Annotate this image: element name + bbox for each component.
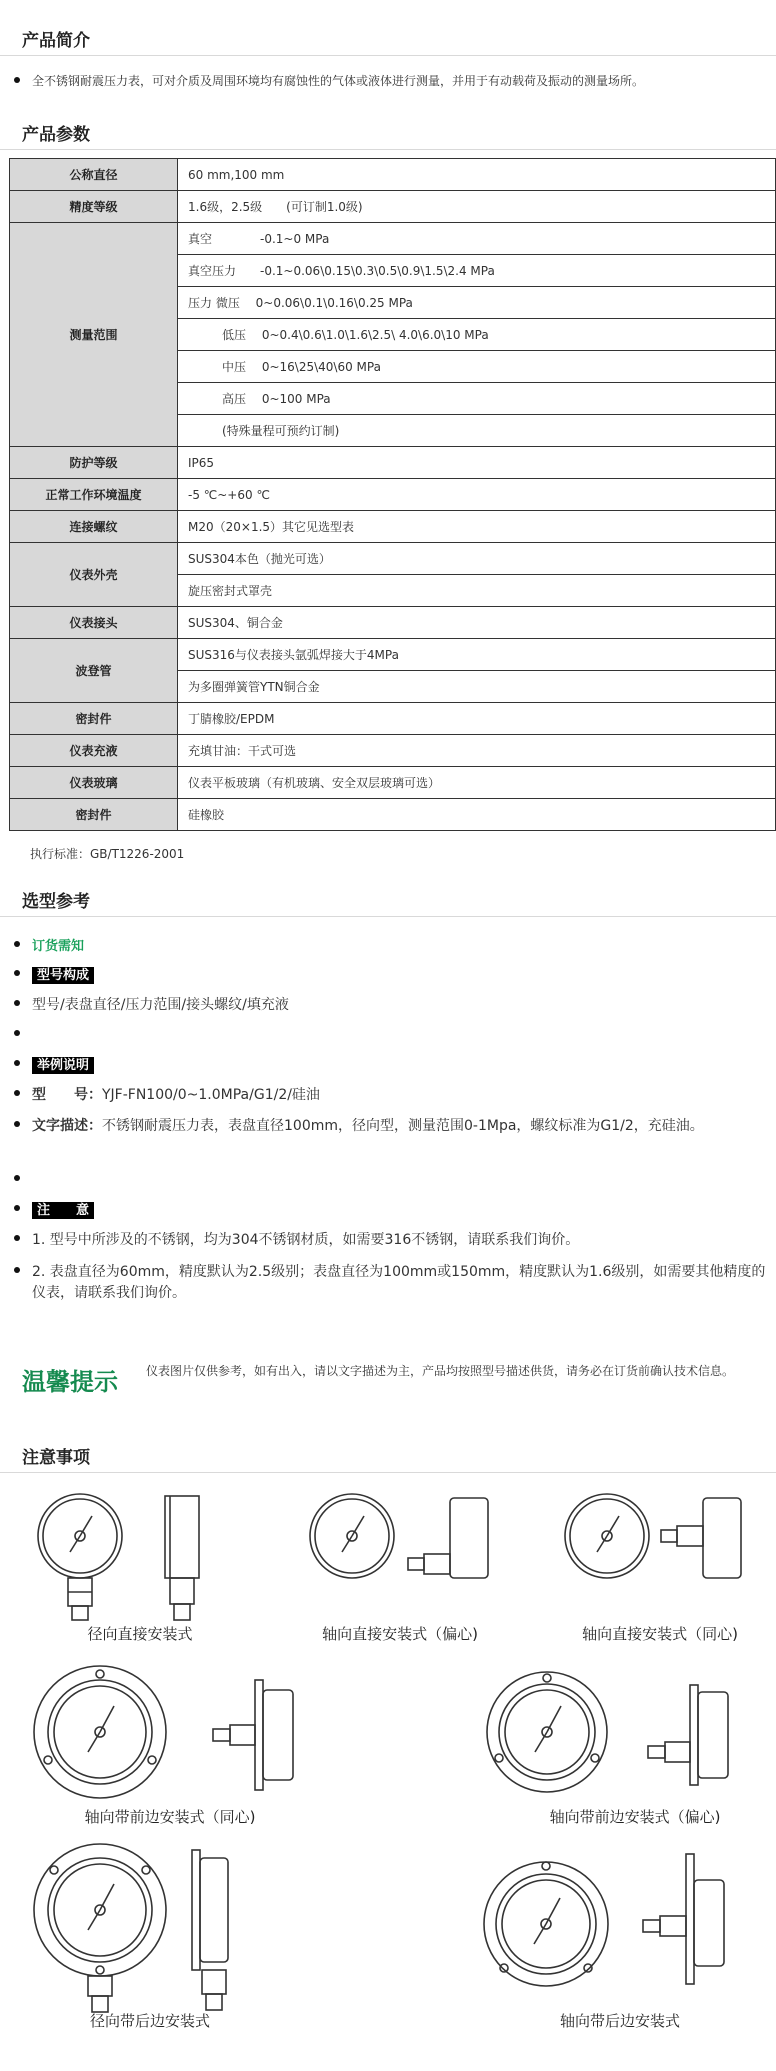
table-row	[10, 767, 776, 799]
tip-heading: 温馨提示	[22, 1368, 118, 1396]
model-format: 型号/表盘直径/压力范围/接头螺纹/填充液	[32, 997, 289, 1013]
params-table	[9, 158, 776, 831]
radial-direct-mount-drawing	[30, 1488, 210, 1623]
table-row	[10, 639, 776, 671]
table-row	[10, 511, 776, 543]
intro-title: 产品简介	[22, 31, 90, 51]
list-item	[14, 936, 774, 957]
row-label: 连接螺纹	[10, 511, 178, 543]
bullet-icon	[14, 77, 20, 83]
caption-5: 轴向带前边安装式（偏心)	[549, 1808, 721, 1826]
row-value: 充填甘油：干式可选	[178, 735, 776, 767]
list-item	[14, 965, 774, 986]
list-item	[14, 1200, 774, 1221]
intro-text: 全不锈钢耐震压力表，可对介质及周围环境均有腐蚀性的气体或液体进行测量，并用于有动载荷及振动的测量场所。	[32, 74, 645, 88]
row-label: 波登管	[10, 639, 178, 703]
bullet-icon	[14, 1267, 20, 1273]
row-value: 丁腈橡胶/EPDM	[178, 703, 776, 735]
table-row	[10, 607, 776, 639]
model-value: YJF-FN100/0~1.0MPa/G1/2/硅油	[102, 1087, 320, 1103]
row-value: SUS304本色（抛光可选）	[178, 543, 776, 575]
bullet-icon	[14, 1060, 20, 1066]
row-value: 为多圈弹簧管YTN铜合金	[178, 671, 776, 703]
row-value: 仪表平板玻璃（有机玻璃、安全双层玻璃可选）	[178, 767, 776, 799]
row-label: 仪表玻璃	[10, 767, 178, 799]
row-value: 真空压力 -0.1~0.06\0.15\0.3\0.5\0.9\1.5\2.4 MPa	[178, 255, 776, 287]
bullet-icon	[14, 1090, 20, 1096]
row-value: IP65	[178, 447, 776, 479]
table-row	[10, 191, 776, 223]
example-tag: 举例说明	[32, 1057, 94, 1074]
row-value: 高压 0~100 MPa	[178, 383, 776, 415]
axial-back-flange-drawing	[480, 1840, 750, 2015]
list-item	[14, 1116, 774, 1137]
list-item	[14, 1230, 774, 1251]
row-value: SUS304、铜合金	[178, 607, 776, 639]
notes-section-title	[0, 1433, 776, 1473]
list-item	[14, 1170, 774, 1191]
row-value: 1.6级，2.5级 (可订制1.0级)	[178, 191, 776, 223]
row-value: -5 ℃~+60 ℃	[178, 479, 776, 511]
desc-label: 文字描述：	[32, 1118, 102, 1134]
notes-title: 注意事项	[22, 1448, 90, 1468]
bullet-icon	[14, 1175, 20, 1181]
list-item	[14, 1025, 774, 1046]
row-label: 仪表外壳	[10, 543, 178, 607]
bullet-icon	[14, 1030, 20, 1036]
order-notice-label: 订货需知	[32, 939, 85, 954]
row-label: 仪表接头	[10, 607, 178, 639]
caption-4: 轴向带前边安装式（同心)	[84, 1808, 256, 1826]
selection-title: 选型参考	[22, 892, 90, 912]
caption-2: 轴向直接安装式（偏心)	[322, 1625, 478, 1643]
table-row	[10, 703, 776, 735]
table-row	[10, 735, 776, 767]
caption-6: 径向带后边安装式	[89, 2012, 210, 2030]
note-tag: 注 意	[32, 1202, 94, 1219]
row-value: 低压 0~0.4\0.6\1.0\1.6\2.5\ 4.0\6.0\10 MPa	[178, 319, 776, 351]
bullet-icon	[14, 941, 20, 947]
axial-front-flange-concentric-drawing	[30, 1660, 300, 1810]
bullet-icon	[14, 1235, 20, 1241]
list-item	[14, 1262, 774, 1304]
row-value: (特殊量程可预约订制)	[178, 415, 776, 447]
list-item	[14, 1055, 774, 1076]
caption-7: 轴向带后边安装式	[559, 2012, 680, 2030]
row-label: 仪表充液	[10, 735, 178, 767]
note-1: 1. 型号中所涉及的不锈钢，均为304不锈钢材质，如需要316不锈钢，请联系我们询价。	[32, 1232, 580, 1248]
row-value: M20（20×1.5）其它见选型表	[178, 511, 776, 543]
params-section-title	[0, 110, 776, 150]
model-tag: 型号构成	[32, 967, 94, 984]
bullet-icon	[14, 1121, 20, 1127]
caption-1: 径向直接安装式	[87, 1625, 193, 1643]
row-label: 正常工作环境温度	[10, 479, 178, 511]
table-row	[10, 543, 776, 575]
intro-text-item	[14, 72, 766, 90]
intro-section-title	[0, 16, 776, 56]
row-value: 60 mm,100 mm	[178, 159, 776, 191]
radial-back-flange-drawing	[30, 1840, 260, 2015]
table-row	[10, 799, 776, 831]
row-label: 公称直径	[10, 159, 178, 191]
params-title: 产品参数	[22, 125, 90, 145]
standard-text: 执行标准：GB/T1226-2001	[30, 847, 185, 861]
row-value: 旋压密封式罩壳	[178, 575, 776, 607]
table-row	[10, 223, 776, 255]
model-label: 型 号：	[32, 1087, 102, 1103]
row-value: 真空 -0.1~0 MPa	[178, 223, 776, 255]
desc-value: 不锈钢耐震压力表，表盘直径100mm，径向型，测量范围0-1Mpa，螺纹标准为G1/2，充硅油。	[102, 1118, 704, 1134]
row-label: 密封件	[10, 799, 178, 831]
selection-section-title	[0, 877, 776, 917]
row-value: 压力 微压 0~0.06\0.1\0.16\0.25 MPa	[178, 287, 776, 319]
table-row	[10, 159, 776, 191]
caption-3: 轴向直接安装式（同心)	[582, 1625, 738, 1643]
list-item	[14, 1085, 774, 1106]
row-value: 硅橡胶	[178, 799, 776, 831]
axial-front-flange-eccentric-drawing	[485, 1660, 755, 1810]
list-item	[14, 995, 774, 1016]
row-label: 测量范围	[10, 223, 178, 447]
table-row	[10, 479, 776, 511]
row-value: SUS316与仪表接头氩弧焊接大于4MPa	[178, 639, 776, 671]
bullet-icon	[14, 970, 20, 976]
axial-direct-eccentric-drawing	[300, 1488, 500, 1623]
note-2: 2. 表盘直径为60mm，精度默认为2.5级别；表盘直径为100mm或150mm，精度默认为1.6级别，如需要其他精度的仪表，请联系我们询价。	[32, 1264, 766, 1301]
bullet-icon	[14, 1000, 20, 1006]
bullet-icon	[14, 1205, 20, 1211]
table-row	[10, 447, 776, 479]
row-label: 密封件	[10, 703, 178, 735]
row-value: 中压 0~16\25\40\60 MPa	[178, 351, 776, 383]
row-label: 精度等级	[10, 191, 178, 223]
row-label: 防护等级	[10, 447, 178, 479]
axial-direct-concentric-drawing	[555, 1488, 755, 1623]
tip-text: 仪表图片仅供参考，如有出入，请以文字描述为主，产品均按照型号描述供货，请务必在订货前确认技术信息。	[146, 1364, 735, 1378]
